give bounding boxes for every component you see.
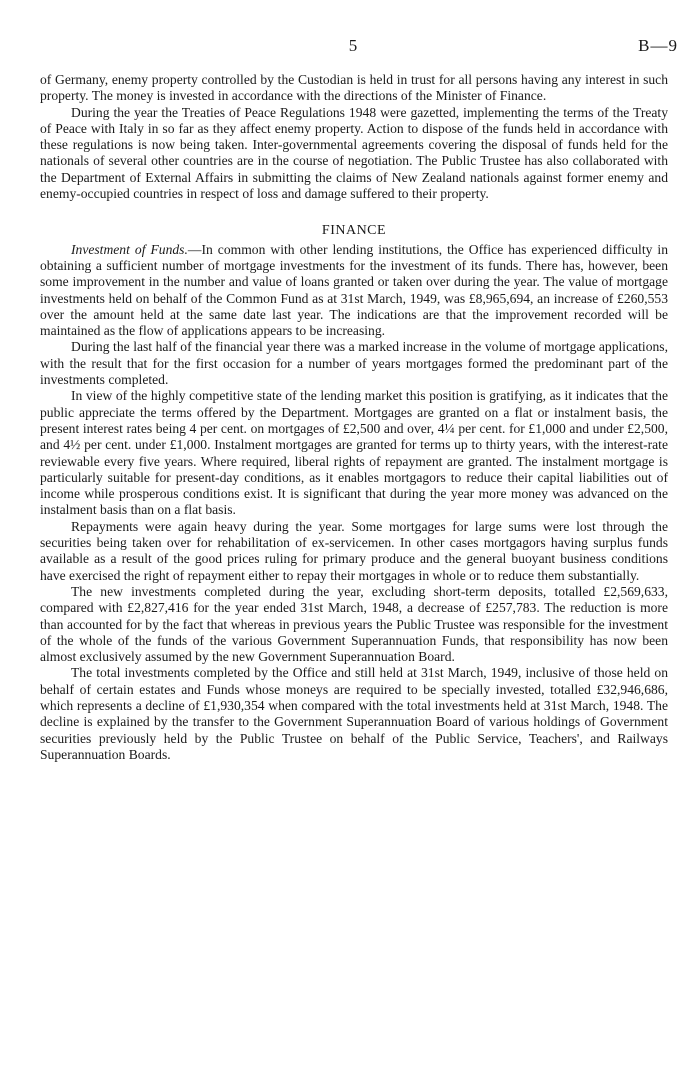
paragraph-investment-of-funds-text: —In common with other lending institutions, the Office has experienced difficulty in obtaining a sufficient number of mortgage investments for the investment of its funds. There has, however, been some improvement in the number and value of loans granted or taken over during the year. The value of mortgage investments held on behalf of the Common Fund as at 31st March, 1949, was £8,965,694, an increase of £260,553 over the amount held at the same date last year. The indications are that the improvement recorded will be maintained as the flow of applications appears to be increasing.: [40, 241, 668, 339]
paragraph-new-investments: The new investments completed during the year, excluding short-term deposits, totalled £2,569,633, compared with £2,827,416 for the year ended 31st March, 1948, a decrease of £257,783. The reduction is more than accounted for by the fact that whereas in previous years the Public Trustee was responsible for the investment of the whole of the funds of the various Government Superannuation Funds, that responsibility has now been almost exclusively assumed by the new Government Superannuation Board.: [40, 583, 668, 665]
paragraph-treaties-of-peace: During the year the Treaties of Peace Regulations 1948 were gazetted, implementing the terms of the Treaty of Peace with Italy in so far as they affect enemy property. Action to dispose of the funds held in accordance with these regulations is now being taken. Inter-governmental agreements covering the disposal of funds held for the nationals of several other countries are in the course of negotiation. The Public Trustee has also collaborated with the Department of External Affairs in submitting the claims of New Zealand nationals against former enemy and enemy-occupied countries in respect of loss and damage suffered to their property.: [40, 104, 668, 202]
page-number: 5: [348, 36, 358, 55]
paragraph-lending-market: In view of the highly competitive state of the lending market this position is gratifying, as it indicates that the public appreciate the terms offered by the Department. Mortgages are granted on a flat or instalment basis, the present interest rates being 4 per cent. on mortgages of £2,500 and over, 4¼ per cent. for £1,000 and under £2,500, and 4½ per cent. under £1,000. Instalment mortgages are granted for terms up to thirty years, with the interest-rate reviewable every five years. Where required, liberal rights of repayment are granted. The instalment mortgage is particularly suitable for present-day conditions, as it enables mortgagors to reduce their capital liabilities out of income while prosperous conditions exist. It is significant that during the year more money was advanced on the instalment basis than on a flat basis.: [40, 388, 668, 518]
paragraph-continuation: of Germany, enemy property controlled by the Custodian is held in trust for all persons having any interest in such property. The money is invested in accordance with the directions of the Minister of Finance.: [40, 72, 668, 104]
inline-heading-investment-of-funds: Investment of Funds.: [71, 241, 188, 257]
page-header: [0, 36, 700, 56]
section-heading-finance: FINANCE: [321, 223, 387, 239]
page-reference: B—9: [638, 36, 678, 55]
paragraph-mortgage-applications: During the last half of the financial year there was a marked increase in the volume of mortgage applications, with the result that for the first occasion for a number of years mortgages formed the predominant part of the investments completed.: [40, 339, 668, 388]
paragraph-repayments: Repayments were again heavy during the year. Some mortgages for large sums were lost through the securities being taken over for rehabilitation of ex-servicemen. In other cases mortgagors having surplus funds available as a result of the good prices ruling for primary produce and the general buoyant business conditions have exercised the right of repayment either to repay their mortgages in whole or to reduce them substantially.: [40, 518, 668, 583]
paragraph-investment-of-funds: [40, 242, 668, 340]
paragraph-total-investments: The total investments completed by the Office and still held at 31st March, 1949, inclusive of those held on behalf of certain estates and Funds whose moneys are required to be specially invested, totalled £32,946,686, which represents a decline of £1,930,354 when compared with the total investments held at 31st March, 1948. The decline is explained by the transfer to the Government Superannuation Board of various holdings of Government securities previously held by the Public Trustee on behalf of the Public Service, Teachers', and Railways Superannuation Boards.: [40, 665, 668, 762]
document-body: [40, 72, 668, 763]
